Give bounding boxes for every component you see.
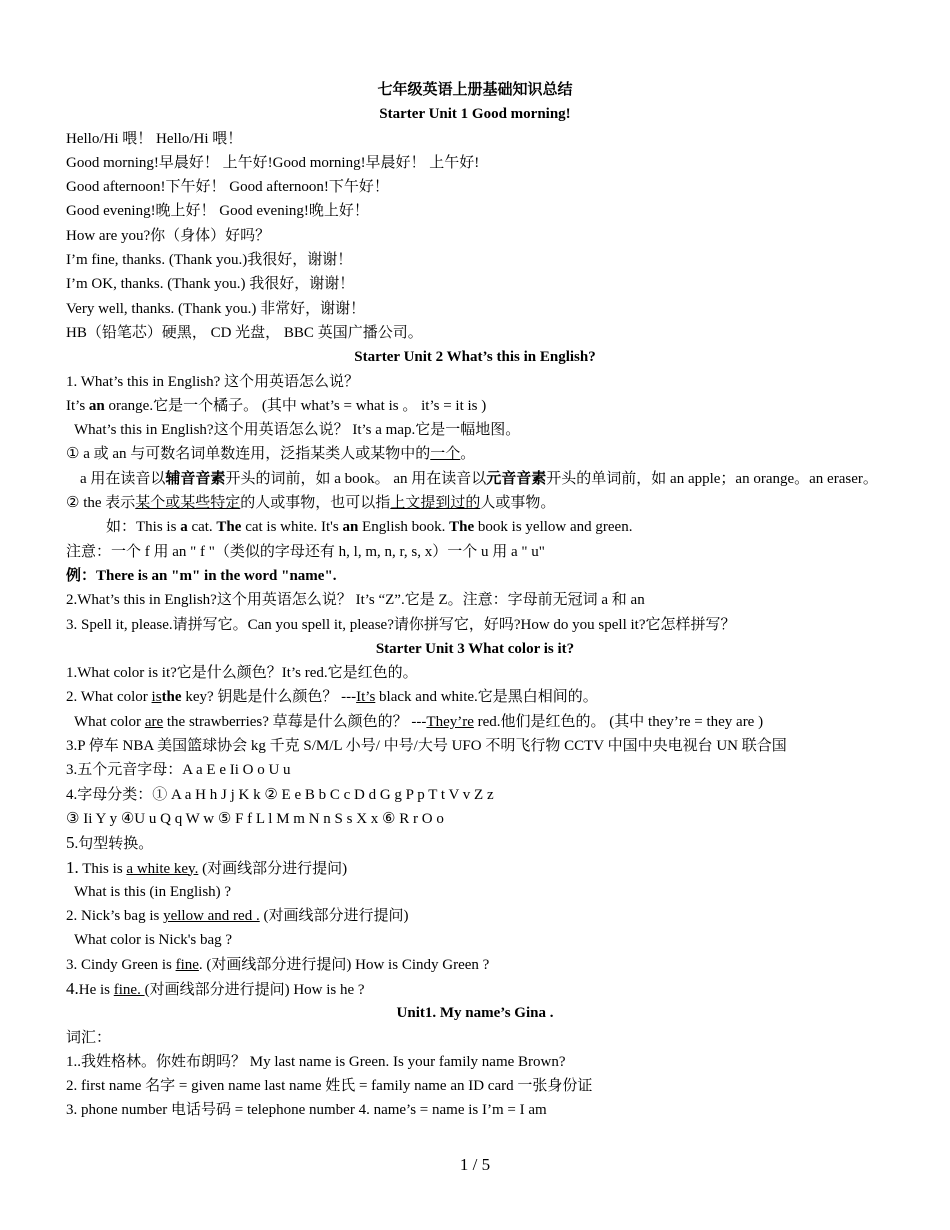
text-line: 2.What’s this in English?这个用英语怎么说？ It’s “Z”.它是 Z。注意：字母前无冠词 a 和 an xyxy=(66,592,645,609)
text-line: Good evening!晚上好！ Good evening!晚上好！ xyxy=(66,203,369,220)
text-line: 5.句型转换。 xyxy=(66,833,154,853)
text-line: 1. What’s this in English? 这个用英语怎么说？ xyxy=(66,373,360,390)
text-line: 例：There is an "m" in the word "name". xyxy=(66,567,337,584)
text-line: It’s an orange.它是一个橘子。 (其中 what’s = what is 。 it’s = it is ) xyxy=(66,397,487,414)
text-line: 如：This is a cat. The cat is white. It's an English book. The book is yellow and green. xyxy=(106,519,633,536)
section-heading-starter-unit-3: Starter Unit 3 What color is it? xyxy=(375,640,575,657)
text-line: 2. Nick’s bag is yellow and red . (对画线部分进行提问) xyxy=(66,908,409,925)
text-line: Good morning!早晨好！ 上午好!Good morning!早晨好！ 上午好! xyxy=(66,154,480,171)
text-line: 2. first name 名字 = given name last name 姓氏 = family name an ID card 一张身份证 xyxy=(66,1078,593,1095)
text-paragraph: a 用在读音以辅音音素开头的词前，如 a book。 an 用在读音以元音音素开头的单词前，如 an apple；an orange。an eraser。 xyxy=(80,470,878,487)
text-line: 3. Spell it, please.请拼写它。Can you spell it, please?请你拼写它，好吗?How do you spell it?它怎样拼写？ xyxy=(66,616,736,633)
text-line: 3. Cindy Green is fine. (对画线部分进行提问) How is Cindy Green ? xyxy=(66,956,490,973)
text-line: What’s this in English?这个用英语怎么说？ It’s a map.它是一幅地图。 xyxy=(74,422,521,439)
text-line: I’m OK, thanks. (Thank you.) 我很好，谢谢！ xyxy=(66,276,355,293)
text-line: 词汇： xyxy=(66,1029,112,1046)
text-line: 4.He is fine. (对画线部分进行提问) How is he ? xyxy=(66,978,365,998)
text-line: HB（铅笔芯）硬黑， CD 光盘， BBC 英国广播公司。 xyxy=(66,324,423,341)
text-line: How are you?你（身体）好吗？ xyxy=(66,227,271,244)
document-body xyxy=(66,78,884,1123)
text-line: 1.What color is it?它是什么颜色？It’s red.它是红色的。 xyxy=(66,665,418,682)
text-line: I’m fine, thanks. (Thank you.)我很好，谢谢！ xyxy=(66,252,353,269)
text-line: 3. phone number 电话号码 = telephone number 4. name’s = name is I’m = I am xyxy=(66,1102,547,1119)
text-line: 3.P 停车 NBA 美国篮球协会 kg 千克 S/M/L 小号/ 中号/大号 UFO 不明飞行物 CCTV 中国中央电视台 UN 联合国 xyxy=(66,738,787,755)
text-line: 注意：一个 f 用 an " f "（类似的字母还有 h, l, m, n, r, s, x）一个 u 用 a " u" xyxy=(66,543,545,560)
text-line: ③ Ii Y y ④U u Q q W w ⑤ F f L l M m N n S s X x ⑥ R r O o xyxy=(66,810,444,827)
text-line: Very well, thanks. (Thank you.) 非常好，谢谢！ xyxy=(66,300,366,317)
text-line: ② the 表示某个或某些特定的人或事物，也可以指上文提到过的人或事物。 xyxy=(66,495,556,512)
text-line: 3.五个元音字母：A a E e Ii O o U u xyxy=(66,762,291,779)
page-number: 1 / 5 xyxy=(459,1155,491,1174)
text-line: 4.字母分类：① A a H h J j K k ② E e B b C c D d G g P p T t V v Z z xyxy=(66,786,494,803)
text-line: Hello/Hi 喂！ Hello/Hi 喂！ xyxy=(66,130,243,147)
text-line: What is this (in English) ? xyxy=(74,883,232,900)
section-heading-starter-unit-2: Starter Unit 2 What’s this in English? xyxy=(354,349,596,366)
text-line: What color is Nick's bag ? xyxy=(74,932,233,949)
section-heading-unit-1: Unit1. My name’s Gina . xyxy=(396,1005,554,1022)
text-line: ① a 或 an 与可数名词单数连用，泛指某类人或某物中的一个。 xyxy=(66,446,476,463)
text-line: 2. What color isthe key? 钥匙是什么颜色？ ---It’s black and white.它是黑白相间的。 xyxy=(66,689,598,706)
text-line: Good afternoon!下午好！ Good afternoon!下午好！ xyxy=(66,179,389,196)
document-title: 七年级英语上册基础知识总结 xyxy=(377,82,573,98)
text-line: 1. This is a white key. (对画线部分进行提问) xyxy=(66,857,348,877)
text-line: 1..我姓格林。你姓布朗吗？ My last name is Green. Is your family name Brown? xyxy=(66,1053,566,1070)
text-line: What color are the strawberries? 草莓是什么颜色的？ ---They’re red.他们是红色的。 (其中 they’re = they are ) xyxy=(74,713,764,730)
section-heading-starter-unit-1: Starter Unit 1 Good morning! xyxy=(379,106,571,123)
